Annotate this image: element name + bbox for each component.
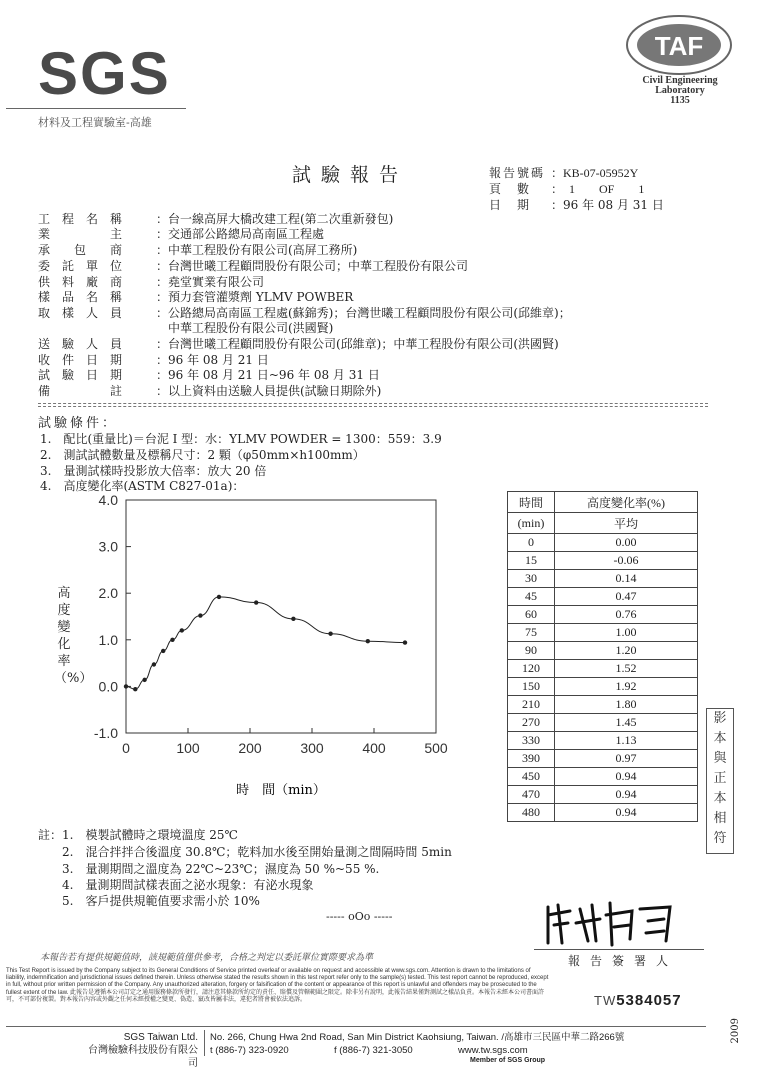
data-point (328, 632, 332, 636)
data-point (291, 617, 295, 621)
footer-separator (204, 1030, 205, 1056)
table-row (508, 534, 698, 552)
info-row (38, 353, 269, 367)
cell-time: 470 (508, 786, 555, 804)
sgs-logo: SGS (38, 40, 171, 107)
info-row (38, 368, 380, 382)
cell-time: 390 (508, 750, 555, 768)
cell-rate: 1.20 (555, 642, 698, 660)
cell-rate: 1.52 (555, 660, 698, 678)
table-row (508, 570, 698, 588)
x-tick-label: 100 (176, 740, 200, 756)
x-tick-label: 300 (300, 740, 324, 756)
header-time-unit: (min) (508, 513, 555, 534)
x-tick-label: 500 (424, 740, 448, 756)
stamp-char: 本 (713, 791, 727, 806)
cell-rate: 1.13 (555, 732, 698, 750)
taf-caption-line: Civil Engineering (642, 75, 718, 86)
cell-time: 60 (508, 606, 555, 624)
conditions-title: 試驗條件： (38, 416, 119, 431)
data-point (133, 687, 137, 691)
table-row (508, 624, 698, 642)
data-point (254, 600, 258, 604)
terms-text: This Test Report is issued by the Company subject to its General Conditions of Service printed overleaf or available on request and accessible at www.sgs.com. Attention is drawn to the limitations of liability, indemnification and jurisdictional issues defined therein. Unless otherwise stated the results shown in this test report refer only to the sample(s) tested. This test report cannot be reproduced, except in full, without prior written permission of the Company. Any unauthorized alteration, forgery or falsification of the content or appearance of this report is unlawful and offenders may be prosecuted to the fullest extent of the law. 此報告是遵循本公司訂定之通用服務條款所發行，請注意其條款所約定的責任、賠償及管轄範圍之限定。除非另有說明，此報告結果僅對測試之樣品負責。本報告未經本公司書面許可，不可部份複製。對本報告內容或外觀之任何未經授權之變更、偽造、竄改皆屬非法，違犯者將會被依法追訴。 (6, 968, 549, 1003)
data-point (217, 595, 221, 599)
data-point (152, 662, 156, 666)
report-number: ：KB-07-05952Y (551, 166, 639, 180)
info-value: ：96 年 08 月 21 日~96 年 08 月 31 日 (156, 368, 380, 382)
serial-digits: 5384057 (616, 992, 682, 1009)
year-mark: 2009 (730, 1018, 741, 1044)
table-row (508, 606, 698, 624)
cell-rate: 0.14 (555, 570, 698, 588)
meta-pages (489, 180, 644, 197)
info-value: ：96 年 08 月 21 日 (156, 353, 269, 367)
report-title: 試驗報告 (292, 164, 409, 186)
info-label: 送 驗 人 員 (38, 337, 123, 351)
info-label: 備 註 (38, 384, 123, 398)
lab-name: 材料及工程實驗室-高雄 (38, 116, 152, 129)
info-label: 取 樣 人 員 (38, 306, 123, 320)
info-row (38, 227, 324, 241)
x-tick-label: 0 (122, 740, 130, 756)
cell-rate: 0.00 (555, 534, 698, 552)
info-row (38, 212, 393, 226)
info-label: 承 包 商 (38, 243, 123, 257)
info-row (38, 275, 264, 289)
axis-ticks (94, 492, 448, 756)
cell-time: 210 (508, 696, 555, 714)
table-row (508, 804, 698, 822)
cell-time: 75 (508, 624, 555, 642)
footer-divider (6, 1026, 706, 1027)
info-label: 業 主 (38, 227, 123, 241)
height-change-chart (50, 488, 450, 808)
taf-logo-text: TAF (654, 31, 704, 61)
meta-date (489, 196, 664, 213)
info-value: ：以上資料由送驗人員提供(試驗日期除外) (156, 384, 382, 398)
info-value: ：預力套管灌漿劑 YLMV POWBER (156, 290, 354, 304)
end-mark: ----- oOo ----- (326, 910, 393, 923)
note-item: 5. 客戶提供規範值要求需小於 10% (38, 894, 260, 908)
page-count: ： 1 OF 1 (551, 182, 645, 196)
info-row (38, 337, 559, 351)
table-row (508, 642, 698, 660)
info-label: 樣 品 名 稱 (38, 290, 123, 304)
info-label: 供 料 廠 商 (38, 275, 123, 289)
meta-label: 報告號碼 (489, 166, 546, 180)
series-line (126, 597, 405, 689)
cell-time: 480 (508, 804, 555, 822)
info-label: 工 程 名 稱 (38, 212, 123, 226)
cell-rate: 0.94 (555, 804, 698, 822)
info-label: 收 件 日 期 (38, 353, 123, 367)
phone: t (886-7) 323-0920 (210, 1045, 289, 1056)
table-row (508, 786, 698, 804)
table-header-row (508, 513, 698, 534)
info-row (38, 259, 468, 273)
signature-label: 報告簽署人 (568, 954, 679, 968)
y-tick-label: 4.0 (98, 492, 118, 508)
y-tick-label: 0.0 (98, 678, 118, 695)
info-row (38, 321, 333, 335)
table-row (508, 588, 698, 606)
table-row (508, 768, 698, 786)
condition-item: 3. 量測試樣時投影放大倍率：放大 20 倍 (40, 464, 267, 478)
cell-time: 120 (508, 660, 555, 678)
info-value: ：公路總局高南區工程處(蘇錦秀)；台灣世曦工程顧問股份有限公司(邱維章)； (156, 306, 571, 320)
cell-time: 450 (508, 768, 555, 786)
footer-company (80, 1031, 198, 1070)
info-row (38, 306, 571, 320)
header-rate: 高度變化率(%) (555, 492, 698, 513)
cell-rate: 1.80 (555, 696, 698, 714)
cell-rate: 1.00 (555, 624, 698, 642)
data-point (180, 628, 184, 632)
cell-time: 330 (508, 732, 555, 750)
x-axis-label: 時 間（min） (236, 783, 326, 798)
table-row (508, 552, 698, 570)
signature-image (540, 895, 700, 950)
report-date: ：96 年 08 月 31 日 (551, 198, 664, 212)
footer-address (210, 1031, 624, 1057)
taf-caption-line: 1135 (670, 95, 690, 106)
data-points (124, 595, 407, 692)
note-item: 3. 量測期間之溫度為 22℃~23℃；濕度為 50 %~55 %. (38, 862, 380, 876)
stamp-char: 正 (713, 771, 727, 786)
info-value: ：台灣世曦工程顧問股份有限公司；中華工程股份有限公司 (156, 259, 469, 273)
cell-rate: 0.76 (555, 606, 698, 624)
plot-frame (126, 500, 436, 733)
table-row (508, 678, 698, 696)
table-body (508, 534, 698, 822)
cell-time: 30 (508, 570, 555, 588)
results-table (507, 491, 698, 822)
company-cn: 台灣檢驗科技股份有限公司 (88, 1045, 198, 1069)
data-point (161, 649, 165, 653)
logo-underline (6, 108, 186, 109)
cell-rate: 0.94 (555, 786, 698, 804)
cell-time: 45 (508, 588, 555, 606)
y-axis-label-text: 高度變化率（%） (54, 586, 93, 686)
x-tick-label: 200 (238, 740, 262, 756)
disclaimer-cn: 本報告若有提供規範值時，該規範值僅供參考，合格之判定以委託單位實際要求為準 (40, 953, 374, 963)
y-tick-label: 1.0 (98, 631, 118, 648)
cell-time: 270 (508, 714, 555, 732)
copy-stamp (706, 708, 734, 854)
stamp-char: 符 (713, 831, 727, 846)
condition-item: 1. 配比(重量比)＝台泥 I 型：水：YLMV POWDER = 1300：559：3.9 (40, 432, 442, 446)
signature-line (534, 949, 704, 950)
note-item: 4. 量測期間試樣表面之泌水現象：有泌水現象 (38, 878, 314, 892)
y-tick-label: 2.0 (98, 585, 118, 602)
x-tick-label: 400 (362, 740, 386, 756)
info-row (38, 290, 353, 304)
info-label: 試 驗 日 期 (38, 368, 123, 382)
website: www.tw.sgs.com (457, 1045, 528, 1056)
info-value: ：中華工程股份有限公司(高屏工務所) (156, 243, 358, 257)
y-tick-label: -1.0 (93, 725, 118, 741)
cell-rate: 1.45 (555, 714, 698, 732)
cell-rate: 0.47 (555, 588, 698, 606)
stamp-char: 與 (713, 751, 727, 766)
cell-rate: 1.92 (555, 678, 698, 696)
note-item: 註：1. 模製試體時之環境溫度 25℃ (38, 828, 238, 842)
info-row (38, 243, 357, 257)
info-value: ：交通部公路總局高南區工程處 (156, 227, 325, 241)
stamp-char: 相 (713, 811, 727, 826)
meta-label: 頁 數 (489, 182, 532, 196)
data-point (366, 639, 370, 643)
info-row (38, 384, 381, 398)
table-row (508, 732, 698, 750)
cell-time: 150 (508, 678, 555, 696)
cell-rate: 0.94 (555, 768, 698, 786)
cell-rate: -0.06 (555, 552, 698, 570)
fax: f (886-7) 321-3050 (333, 1045, 413, 1056)
info-label: 委 託 單 位 (38, 259, 123, 273)
meta-report-no (489, 164, 638, 181)
cell-time: 15 (508, 552, 555, 570)
table-header-row (508, 492, 698, 513)
cell-time: 90 (508, 642, 555, 660)
cell-rate: 0.97 (555, 750, 698, 768)
company-en: SGS Taiwan Ltd. (123, 1032, 198, 1043)
taf-caption-line: Laboratory (655, 85, 705, 96)
note-item: 2. 混合拌拌合後溫度 30.8℃；乾料加水後至開始量測之間隔時間 5min (38, 845, 452, 859)
table-row (508, 696, 698, 714)
table-row (508, 714, 698, 732)
member-text: Member of SGS Group (470, 1057, 546, 1064)
y-tick-label: 3.0 (98, 538, 118, 555)
serial-number (594, 992, 682, 1009)
y-axis-label (54, 585, 93, 687)
info-value: ：堯堂實業有限公司 (156, 275, 265, 289)
data-point (170, 638, 174, 642)
divider (38, 403, 708, 404)
contact-line (210, 1044, 624, 1057)
data-point (198, 613, 202, 617)
condition-item: 4. 高度變化率(ASTM C827-01a)： (40, 479, 245, 493)
serial-prefix: TW (594, 993, 617, 1008)
address-line: No. 266, Chung Hwa 2nd Road, San Min District Kaohsiung, Taiwan. /高雄市三民區中華二路266號 (210, 1032, 625, 1043)
stamp-char: 影 (713, 711, 727, 726)
cell-time: 0 (508, 534, 555, 552)
table-row (508, 660, 698, 678)
info-value: ：台灣世曦工程顧問股份有限公司(邱維章)；中華工程股份有限公司(洪國賢) (156, 337, 559, 351)
info-value: ：台一線高屏大橋改建工程(第二次重新發包) (156, 212, 394, 226)
condition-item: 2. 測試試體數量及標稱尺寸：2 顆（φ50mm×h100mm） (40, 448, 365, 462)
divider (38, 406, 708, 407)
header-average: 平均 (555, 513, 698, 534)
meta-label: 日 期 (489, 198, 532, 212)
info-value: 中華工程股份有限公司(洪國賢) (156, 321, 334, 335)
stamp-char: 本 (713, 731, 727, 746)
data-point (142, 678, 146, 682)
data-point (124, 684, 128, 688)
taf-logo (625, 14, 733, 76)
data-point (403, 640, 407, 644)
taf-caption (620, 76, 740, 106)
table-row (508, 750, 698, 768)
header-time: 時間 (508, 492, 555, 513)
